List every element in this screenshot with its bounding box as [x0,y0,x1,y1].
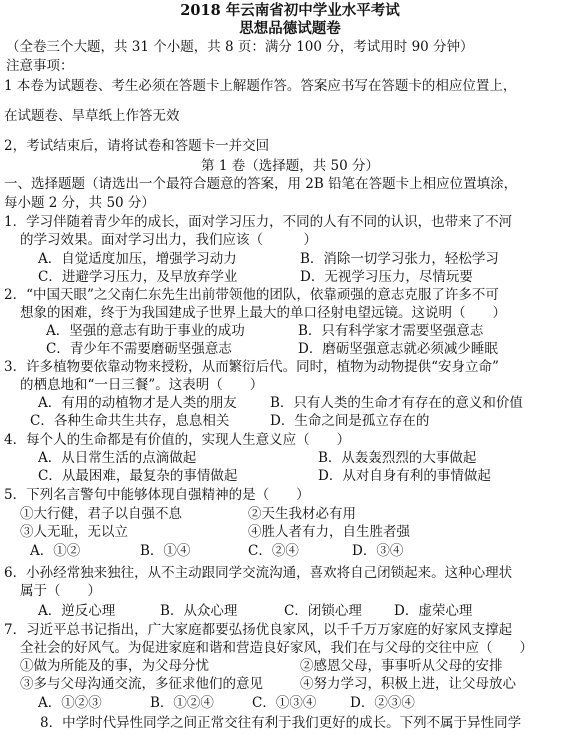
q2-option-a: A．坚强的意志有助于事业的成功 [46,323,245,339]
question-4-stem: 4．每个人的生命都是有价值的，实现人生意义应（ ） [4,432,351,448]
notes-line-3: 2，考试结束后，请将试卷和答题卡一并交回 [4,138,270,154]
q1-option-a: A．自觉适度加压，增强学习动力 [38,251,237,267]
q7-statement-2: ②感恩父母，事事听从父母的安排 [300,658,503,674]
q4-option-d: D．从对自身有利的事情做起 [318,468,491,484]
q5-statement-4: ④胜人者有力，自生胜者强 [248,524,410,540]
section-instructions: 一、选择题题（请选出一个最符合题意的答案，用 2B 铅笔在答题卡上相应位置填涂， [4,176,518,192]
question-1-stem-2: 的学习效果。面对学习出力，我们应该（ ） [20,232,317,248]
q2-option-d: D．磨砺坚强意志就必须减少睡眠 [298,341,498,357]
q5-option-c: C．②④ [248,543,299,559]
q5-option-d: D．③④ [352,543,404,559]
q5-option-a: A．①② [30,543,81,559]
notes-line-1: 1 本卷为试题卷、考生必须在答题卡上解题作答。答案应书写在答题卡的相应位置上， [4,78,517,94]
notes-heading: 注意事项： [6,58,74,74]
q7-option-c: C．①③④ [252,695,317,711]
q1-option-d: D．无视学习压力，尽情玩要 [300,269,473,285]
q7-option-a: A．①②③ [38,695,102,711]
q5-option-b: B．①④ [140,543,191,559]
q7-option-b: B．①②④ [150,695,214,711]
exam-subtitle: 思想品德试题卷 [239,20,341,37]
question-2-stem: 2．“中国天眼”之父南仁东先生出前带领他的团队，依靠顽强的意志克服了许多不可 [4,287,499,303]
q6-option-d: D．虚荣心理 [394,603,473,619]
part1-title: 第 1 卷（选择题，共 50 分） [201,158,379,174]
section-instructions-2: 每小题 2 分，共 50 分） [4,195,155,211]
q6-option-b: B．从众心理 [160,603,238,619]
q1-option-c: C．进避学习压力，及早放弃学业 [38,269,238,285]
question-7-stem: 7．习近平总书记指出，广大家庭都要弘扬优良家风，以千千万万家庭的好家风支撑起 [4,622,513,638]
q4-option-c: C．从最困难，最复杂的事情做起 [38,468,238,484]
q5-statement-3: ③人无耻，无以立 [20,524,128,540]
question-6-stem-2: 属于（ ） [20,583,101,599]
q2-option-b: B．只有科学家才需要坚强意志 [298,323,484,339]
q4-option-a: A．从日常生活的点滴做起 [38,450,197,466]
question-5-stem: 5．下列名言警句中能够体现自强精神的是（ ） [4,487,310,503]
q2-option-c: C．青少年不需要磨砺坚强意志 [46,341,232,357]
q7-statement-3: ③多与父母沟通交流，多征求他们的意见 [20,676,263,692]
question-8-stem: 8．中学时代异性同学之间正常交往有利于我们更好的成长。下列不属于异性同学 [40,715,522,731]
q3-option-b: B．只有人类的生命才有存在的意义和价值 [270,395,523,411]
notes-line-2: 在试题卷、旱草纸上作答无效 [4,108,180,124]
question-3-stem: 3．许多植物要依靠动物来授粉，从而繁衍后代。同时，植物为动物提供“安身立命” [4,359,499,375]
question-7-stem-2: 全社会的好风气。为促进家庭和谐和营造良好家风，我们在与父母的交往中应（ ） [20,640,533,656]
question-2-stem-2: 想象的困难，终于为我国建成子世界上最大的单口径射电望远镜。这说明（ ） [20,305,506,321]
q5-statement-1: ①大行健，君子以自强不息 [20,506,182,522]
q1-option-b: B．消除一切学习张力，轻松学习 [300,251,499,267]
q5-statement-2: ②天生我材必有用 [248,506,356,522]
question-6-stem: 6．小孙经常独来独往，从不主动跟同学交流沟通，喜欢将自己闭锁起来。这种心理状 [4,565,513,581]
q6-option-a: A．逆反心理 [38,603,116,619]
q3-option-d: D．生命之间是孤立存在的 [270,413,430,429]
question-1-stem: 1．学习伴随着青少年的成长，面对学习压力，不同的人有不同的认识，也带来了不河 [4,214,513,230]
q7-statement-4: ④努力学习，积极上进，让父母放心 [300,676,516,692]
exam-info: （全卷三个大题，共 31 个小题，共 8 页：满分 100 分，考试用时 90 分钟） [6,39,474,55]
q7-statement-1: ①做为所能及的事，为父母分忧 [20,658,209,674]
q4-option-b: B．从轰轰烈烈的大事做起 [318,450,477,466]
q3-option-c: C．各种生命共生共存，息息相关 [30,413,230,429]
q6-option-c: C．闭锁心理 [284,603,362,619]
q7-option-d: D．②③④ [350,695,415,711]
exam-title: 2018 年云南省初中学业水平考试 [180,2,400,19]
q3-option-a: A．有用的动植物才是人类的朋友 [38,395,237,411]
question-3-stem-2: 的栖息地和“一日三餐”。这表明（ ） [20,377,264,393]
